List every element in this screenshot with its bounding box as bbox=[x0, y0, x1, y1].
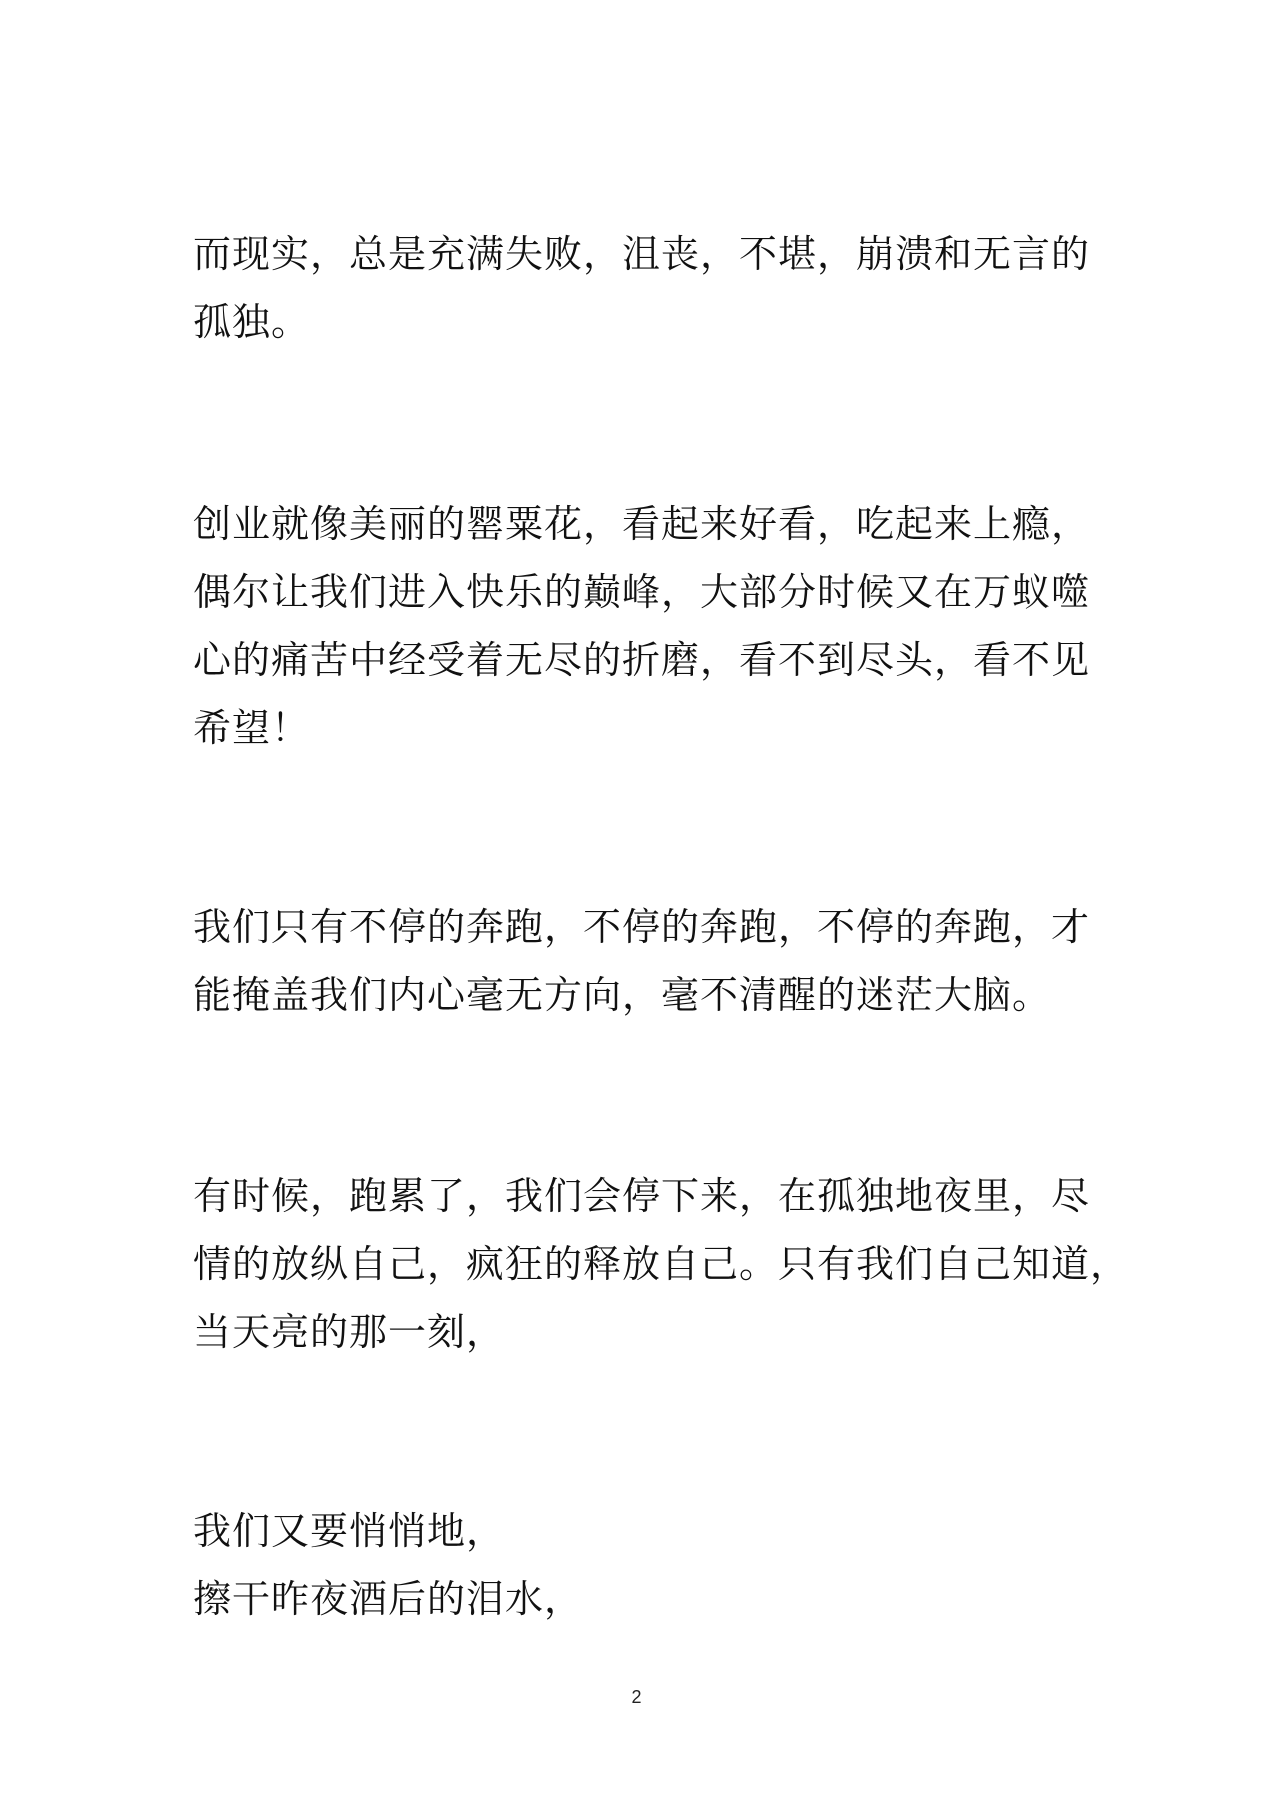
paragraph-line: 有时候，跑累了，我们会停下来，在孤独地夜里，尽 bbox=[193, 1174, 1091, 1218]
paragraph-1 bbox=[193, 220, 1093, 356]
paragraph-line: 我们又要悄悄地， bbox=[193, 1509, 506, 1553]
paragraph-5 bbox=[193, 1497, 1093, 1633]
paragraph-3 bbox=[193, 893, 1093, 1029]
paragraph-line: 孤独。 bbox=[193, 300, 311, 344]
paragraph-line: 而现实，总是充满失败，沮丧，不堪，崩溃和无言的 bbox=[193, 232, 1091, 276]
paragraph-2 bbox=[193, 490, 1093, 762]
page-number: 2 bbox=[631, 1687, 642, 1707]
paragraph-line: 我们只有不停的奔跑，不停的奔跑，不停的奔跑，才 bbox=[193, 905, 1091, 949]
paragraph-line: 能掩盖我们内心毫无方向，毫不清醒的迷茫大脑。 bbox=[193, 973, 1052, 1017]
paragraph-line: 擦干昨夜酒后的泪水， bbox=[193, 1577, 584, 1621]
paragraph-line: 偶尔让我们进入快乐的巅峰，大部分时候又在万蚁噬 bbox=[193, 570, 1091, 614]
paragraph-line: 当天亮的那一刻， bbox=[193, 1310, 506, 1354]
paragraph-4 bbox=[193, 1162, 1130, 1366]
paragraph-line: 希望！ bbox=[193, 706, 311, 750]
paragraph-line: 创业就像美丽的罂粟花，看起来好看，吃起来上瘾， bbox=[193, 502, 1091, 546]
paragraph-line: 心的痛苦中经受着无尽的折磨，看不到尽头，看不见 bbox=[193, 638, 1091, 682]
paragraph-line: 情的放纵自己，疯狂的释放自己。只有我们自己知道， bbox=[193, 1242, 1130, 1286]
